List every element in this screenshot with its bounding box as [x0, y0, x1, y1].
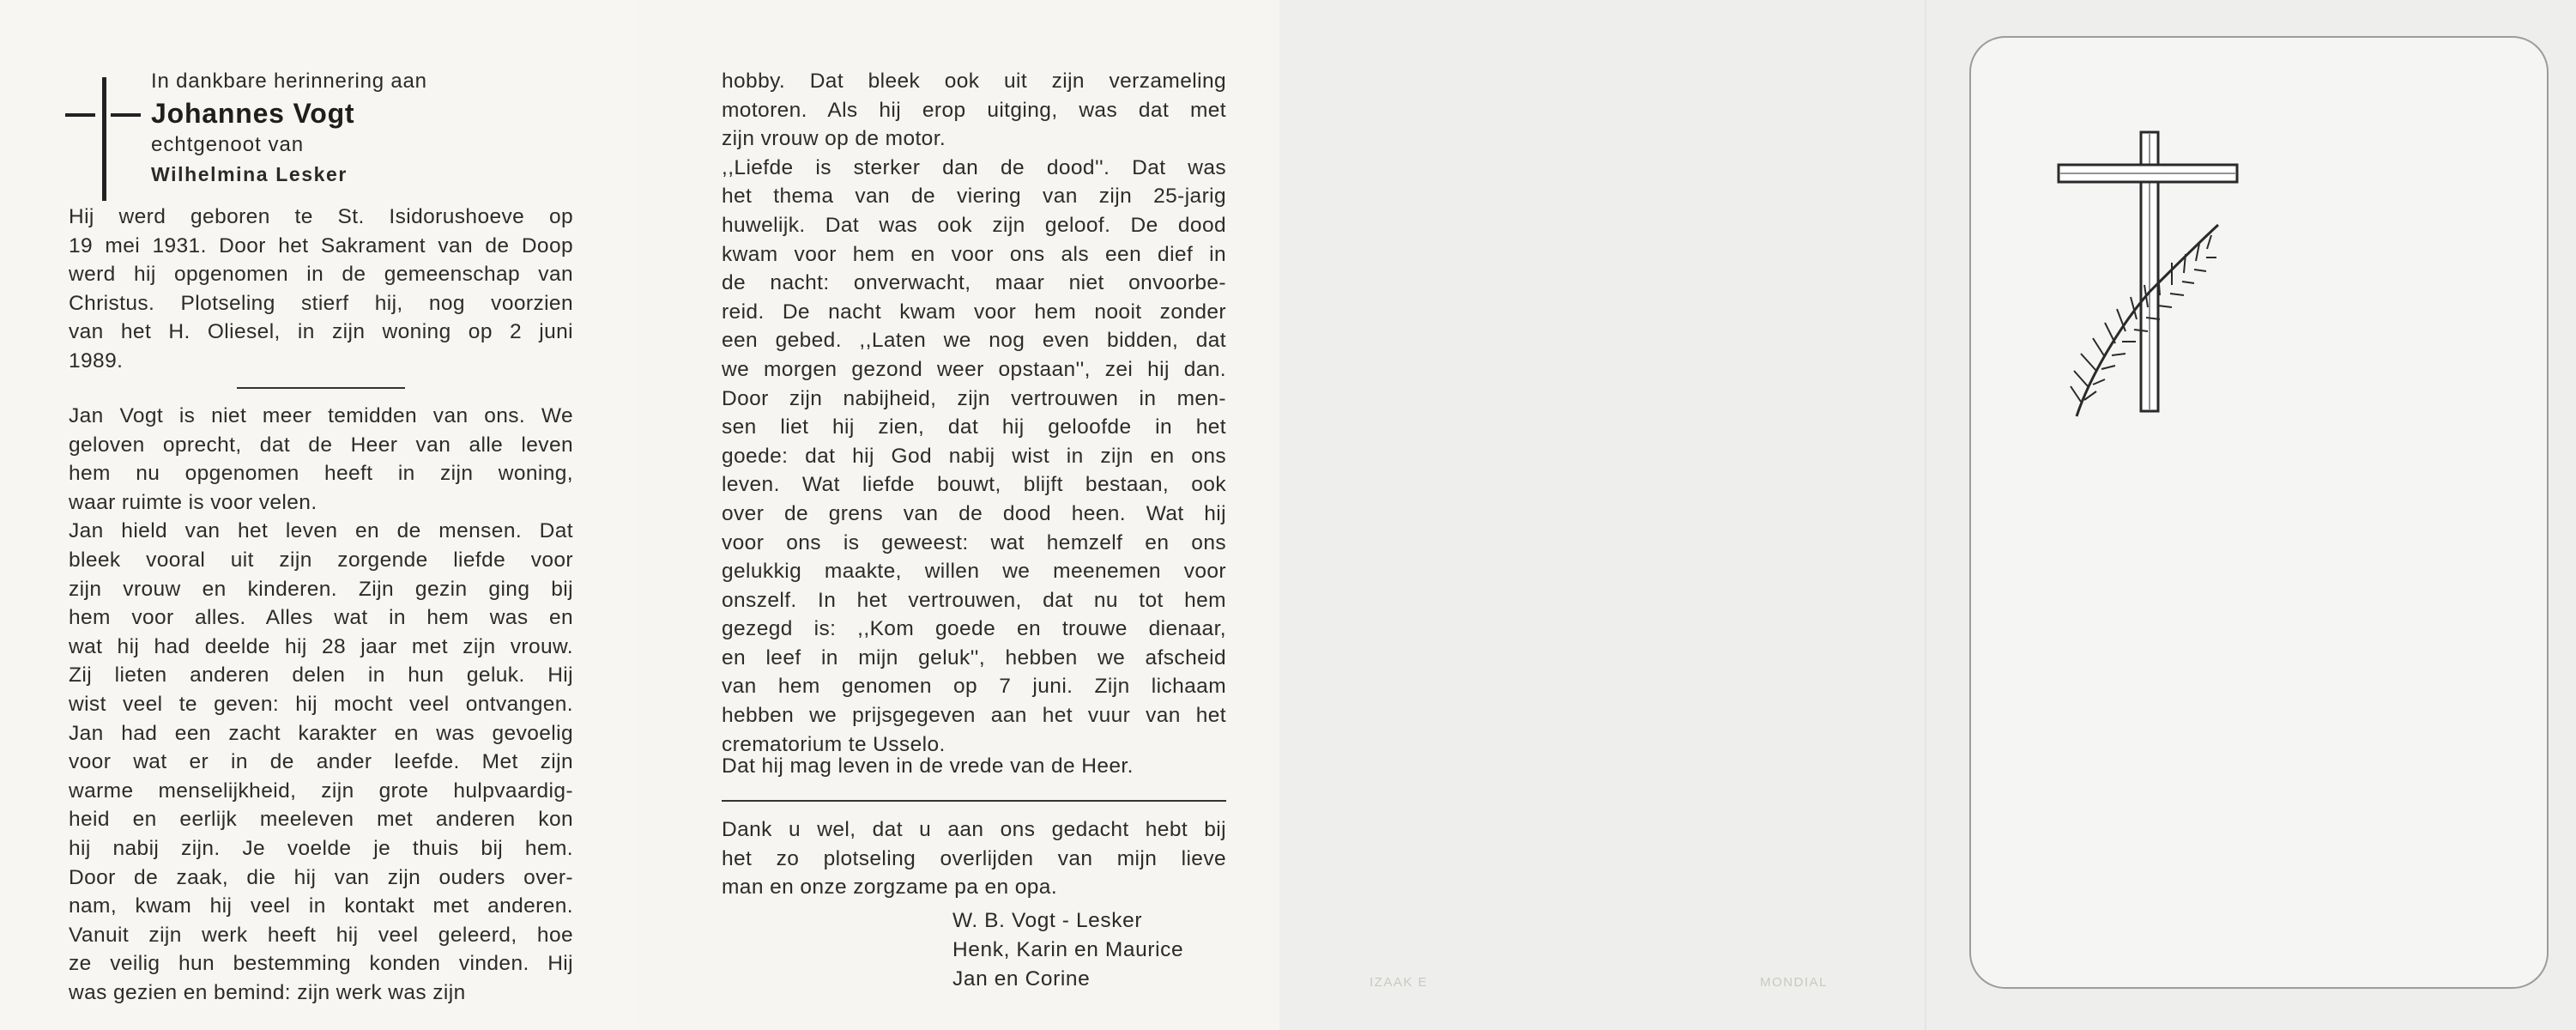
divider-long [722, 800, 1226, 802]
text-line: sen liet hij zien, dat hij geloofde in het [722, 415, 1226, 439]
text-line: reid. De nacht kwam voor hem nooit zonder [722, 300, 1226, 324]
text-line: Door de zaak, die hij van zijn ouders over- [69, 865, 573, 889]
text-line: Jan Vogt is niet meer temidden van ons. We [69, 404, 573, 427]
text-line: was gezien en bemind: zijn werk was zijn [69, 980, 466, 1004]
text-line: kwam voor hem en voor ons als een dief in [722, 242, 1226, 266]
text-line: hem voor alles. Alles wat in hem was en [69, 606, 573, 630]
text-line: 19 mei 1931. Door het Sakrament van de Doop [69, 233, 573, 258]
text-line: crematorium te Usselo. [722, 732, 946, 756]
text-line: de nacht: onverwacht, maar niet onvoorbe- [722, 271, 1226, 295]
text-line: hebben we prijsgegeven aan het vuur van het [722, 704, 1226, 728]
memorial-header [151, 69, 427, 191]
spouse-name: Wilhelmina Lesker [151, 163, 348, 185]
closing-text: Dat hij mag leven in de vrede van de Heer. [722, 754, 1134, 778]
text-line: bleek vooral uit zijn zorgende liefde voor [69, 548, 573, 572]
intro-line: In dankbare herinnering aan [151, 70, 427, 93]
signatures-block [952, 906, 1183, 994]
text-line: het thema van de viering van zijn 25-jarig [722, 185, 1226, 209]
text-line: goede: dat hij God nabij wist in zijn en ons [722, 444, 1226, 468]
cross-icon [102, 77, 106, 201]
text-line: onszelf. In het vertrouwen, dat nu tot hem [722, 588, 1226, 612]
text-line: ze veilig hun bestemming konden vinden. Hij [69, 952, 573, 976]
fold-line-3 [1925, 0, 1926, 1030]
text-line: van hem genomen op 7 juni. Zijn lichaam [722, 675, 1226, 699]
signature-line: Henk, Karin en Maurice [952, 938, 1184, 961]
text-line: werd hij opgenomen in de gemeenschap van [69, 263, 573, 287]
text-line: 1989. [69, 348, 124, 373]
text-line: we morgen gezond weer opstaan'', zei hij dan. [722, 357, 1226, 381]
text-line: nam, kwam hij veel in kontakt met anderen. [69, 894, 573, 918]
closing-line [722, 752, 1226, 781]
divider-short [237, 387, 405, 389]
text-line: voor wat er in de ander leefde. Met zijn [69, 750, 573, 774]
cross-arm-right [111, 113, 141, 117]
text-line: Hij werd geboren te St. Isidorushoeve op [69, 205, 573, 228]
text-line: het zo plotseling overlijden van mijn lieve [722, 846, 1226, 870]
deceased-name: Johannes Vogt [151, 98, 355, 129]
biography-paragraph [69, 203, 573, 376]
text-line: man en onze zorgzame pa en opa. [722, 876, 1058, 900]
text-line: geloven oprecht, dat de Heer van alle leven [69, 433, 573, 457]
text-line: hem nu opgenomen heeft in zijn woning, [69, 462, 573, 486]
text-line: leven. Wat liefde bouwt, blijft bestaan, ook [722, 473, 1226, 497]
text-line: een gebed. ,,Laten we nog even bidden, dat [722, 329, 1226, 353]
text-line: Zij lieten anderen delen in hun geluk. Hij [69, 663, 573, 688]
left-page [0, 0, 638, 1030]
text-line: huwelijk. Dat was ook zijn geloof. De dood [722, 213, 1226, 237]
text-line: gezegd is: ,,Kom goede en trouwe dienaar, [722, 617, 1226, 641]
text-line: hij nabij zijn. Je voelde je thuis bij hem. [69, 836, 573, 860]
text-line: over de grens van de dood heen. Wat hij [722, 501, 1226, 525]
text-line: ,,Liefde is sterker dan de dood''. Dat was [722, 155, 1226, 179]
text-line: zijn vrouw en kinderen. Zijn gezin ging bij [69, 577, 573, 601]
text-line: en leef in mijn geluk'', hebben we afscheid [722, 645, 1226, 670]
text-line: Dank u wel, dat u aan ons gedacht hebt bij [722, 818, 1226, 841]
tribute-text-right [722, 67, 1226, 759]
thanks-paragraph [722, 815, 1226, 902]
text-line: wat hij had deelde hij 28 jaar met zijn vrouw. [69, 634, 573, 658]
text-line: Jan hield van het leven en de mensen. Dat [69, 519, 573, 543]
text-line: motoren. Als hij erop uitging, was dat met [722, 98, 1226, 122]
text-line: hobby. Dat bleek ook uit zijn verzameling [722, 70, 1226, 93]
signature-line: W. B. Vogt - Lesker [952, 909, 1143, 932]
text-line: Door zijn nabijheid, zijn vertrouwen in men- [722, 386, 1226, 410]
text-line: Vanuit zijn werk heeft hij veel geleerd, hoe [69, 923, 573, 947]
signature-line: Jan en Corine [952, 967, 1091, 991]
imprint-right: MONDIAL [1760, 975, 1828, 990]
text-line: Christus. Plotseling stierf hij, nog voorzien [69, 291, 573, 315]
text-line: waar ruimte is voor velen. [69, 490, 317, 514]
text-line: warme menselijkheid, zijn grote hulpvaardig- [69, 779, 573, 803]
text-line: wist veel te geven: hij mocht veel ontvangen. [69, 692, 573, 716]
text-line: heid en eerlijk meeleven met anderen kon [69, 808, 573, 832]
tribute-text-left [69, 402, 573, 1007]
text-line: Jan had een zacht karakter en was gevoelig [69, 721, 573, 745]
spouse-of-line: echtgenoot van [151, 133, 305, 156]
text-line: gelukkig maakte, willen we meenemen voor [722, 560, 1226, 584]
text-line: zijn vrouw op de motor. [722, 127, 946, 151]
cross-arm-left [65, 113, 95, 117]
text-line: van het H. Oliesel, in zijn woning op 2 juni [69, 320, 573, 344]
text-line: voor ons is geweest: wat hemzelf en ons [722, 530, 1226, 554]
imprint-left: IZAAK E [1370, 975, 1429, 990]
cross-with-palm-icon [2055, 129, 2244, 425]
